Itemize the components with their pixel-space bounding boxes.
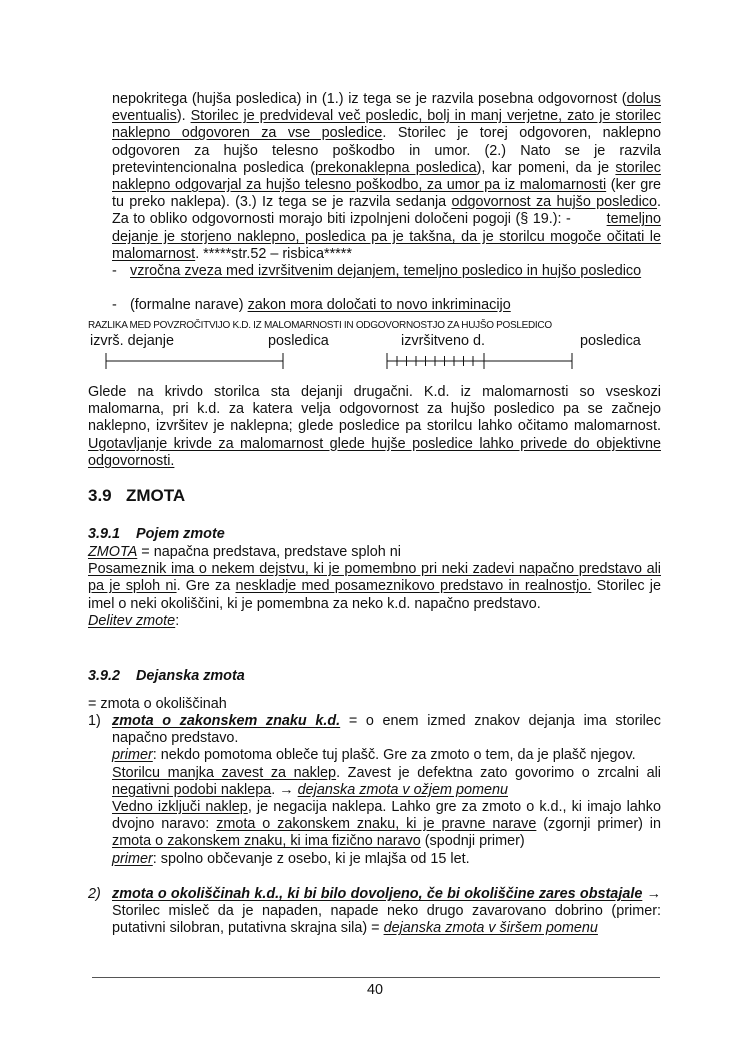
section-heading xyxy=(88,486,185,506)
text-segment: . Zavest je defektna zato govorimo o zrcalni ali xyxy=(336,764,661,781)
text-segment: zakon mora določati to novo inkriminacijo xyxy=(247,297,511,313)
diagram-label-left-end: posledica xyxy=(268,333,329,349)
text-segment: Vedno izključi naklep xyxy=(112,799,248,816)
text-segment: dejanska zmota v ožjem pomenu xyxy=(297,781,508,798)
text-segment: . Storilec je torej odgovoren, naklepno odgovoren za hujšo telesno poškodbo in umor. (2.) Nato se je razvila pretevintencionalna posledica ( xyxy=(112,125,662,176)
intro-line xyxy=(88,696,661,713)
diagram-label-left-start: izvrš. dejanje xyxy=(90,333,174,349)
text-segment: nepokritega (hujša posledica) in (1.) iz tega se je razvila posebna odgovornost ( xyxy=(112,91,627,107)
diagram-caption: RAZLIKA MED POVZROČITVIJO K.D. IZ MALOMARNOSTI IN ODGOVORNOSTJO ZA HUJŠO POSLEDICO xyxy=(88,320,552,331)
text-segment: Glede na krivdo storilca sta dejanji drugačni. K.d. iz malomarnosti so vseskozi malomarna, pri k.d. za katera velja odgovornost za hujšo posledico pa se začnejo naklepno, izvršitev je naklepna; glede posledice pa storilcu lahko očitamo malomarnost. xyxy=(88,384,661,435)
text-segment: zmota o okoliščinah k.d., ki bi bilo dovoljeno, če bi okoliščine zares obstajale xyxy=(112,886,643,902)
text-segment: (zgornji primer) in xyxy=(536,816,661,833)
subsection-heading xyxy=(88,526,225,543)
numbered-item xyxy=(88,713,661,868)
text-segment: storilec naklepno odgovarjal za hujšo telesno poškodbo, za umor pa iz malomarnosti xyxy=(112,159,661,194)
dash-bullet: - xyxy=(112,263,117,279)
text-segment: neskladje med posameznikovo predstavo in realnostjo. xyxy=(235,578,592,595)
item-paragraph xyxy=(112,747,661,764)
timeline-diagram xyxy=(0,350,750,374)
item-paragraph xyxy=(112,799,661,851)
text-segment: Storilec je predvideval več posledic, bolj in manj verjetne, zato je storilec naklepno odgovoren za vse posledice xyxy=(112,108,661,142)
section-number: 3.9 xyxy=(88,486,112,505)
list-item-dash xyxy=(112,297,661,314)
subsection-heading xyxy=(88,668,245,685)
text-segment: (formalne narave) xyxy=(130,297,248,313)
section-title: ZMOTA xyxy=(126,486,186,505)
text-line xyxy=(88,544,661,561)
item-paragraph xyxy=(112,713,661,747)
text-segment: vzročna zveza med izvršitvenim dejanjem, temeljno posledico in hujšo posledico xyxy=(130,263,642,279)
item-paragraph xyxy=(112,886,661,938)
text-segment: Storilcu manjka zavest za naklep xyxy=(112,764,337,781)
text-segment: zmota o zakonskem znaku k.d. xyxy=(112,713,341,729)
list-item-text xyxy=(112,297,661,314)
paragraph-krivda xyxy=(88,384,661,470)
text-segment: ZMOTA xyxy=(88,544,138,560)
diagram-label-right-start: izvršitveno d. xyxy=(401,333,485,349)
text-line xyxy=(88,613,661,630)
numbered-item xyxy=(88,886,661,938)
page-number: 40 xyxy=(366,982,383,998)
diagram-label-right-end: posledica xyxy=(580,333,641,349)
text-segment: = zmota o okoliščinah xyxy=(88,696,227,712)
text-segment: primer xyxy=(112,747,153,764)
item-number: 2) xyxy=(88,886,101,902)
text-segment: dejanska zmota v širšem pomenu xyxy=(383,920,598,937)
text-segment: temeljno dejanje je storjeno naklepno, posledica pa je takšna, da je storilcu mogoče očitati le malomarnost xyxy=(112,211,661,262)
text-segment: (spodnji primer) xyxy=(420,833,525,850)
text-segment: . *****str.52 – risbica***** xyxy=(195,245,352,262)
text-segment: Delitev zmote xyxy=(88,612,176,629)
text-segment: : xyxy=(175,612,180,629)
paragraph-pojem-zmote xyxy=(88,544,661,630)
text-segment: , je negacija naklepa. Lahko gre za zmoto o k.d., ki imajo lahko dvojno naravo: xyxy=(112,799,661,833)
item-paragraph xyxy=(112,851,661,868)
subsection-title: Dejanska zmota xyxy=(136,668,245,684)
item-paragraph xyxy=(112,765,661,799)
text-segment: = o enem izmed znakov dejanja ima storilec napačno predstavo. xyxy=(112,713,661,747)
subsection-number: 3.9.1 xyxy=(88,526,121,542)
text-segment: . Za to obliko odgovornosti morajo biti izpolnjeni določeni pogoji (§ 19.): - xyxy=(112,194,661,228)
text-segment: prekonaklepna posledica xyxy=(315,159,477,176)
text-segment: Ugotavljanje krivde za malomarnost glede hujše posledice lahko privede do objektivne odgovornosti. xyxy=(88,435,661,469)
footer-divider xyxy=(92,977,660,978)
text-segment: = napačna predstava, predstave sploh ni xyxy=(137,544,401,560)
dash-bullet: - xyxy=(112,297,117,313)
text-segment: zmota o zakonskem znaku, ki ima fizično naravo xyxy=(112,833,421,850)
paragraph-odgovornost xyxy=(112,91,661,263)
text-segment: zmota o zakonskem znaku, ki je pravne narave xyxy=(216,816,537,833)
text-segment: odgovornost za hujšo posledico xyxy=(451,194,657,211)
text-paragraph xyxy=(88,561,661,613)
text-segment: negativni podobi naklepa xyxy=(112,781,272,798)
text-segment: ). xyxy=(176,108,191,125)
text-segment: . Gre za xyxy=(176,578,236,595)
text-segment: : nekdo pomotoma obleče tuj plašč. Gre za zmoto o tem, da je plašč njegov. xyxy=(152,747,636,764)
text-segment: primer xyxy=(112,850,153,867)
list-item-text xyxy=(112,263,661,280)
list-item-dash xyxy=(112,263,661,280)
text-segment: Storilec je imel o neki okoliščini, ki je pomembna za neko k.d. napačno predstavo. xyxy=(88,578,662,612)
subsection-title: Pojem zmote xyxy=(136,526,225,542)
text-segment: (ker gre tu preko naklepa). (3.) Iz tega se je razvila sedanja xyxy=(112,177,661,211)
subsection-number: 3.9.2 xyxy=(88,668,121,684)
text-segment: → Storilec misleč da je napaden, napade neko drugo zavarovano dobrino (primer: putativni silobran, putativna skrajna sila) = xyxy=(112,886,661,937)
text-segment: ), kar pomeni, da je xyxy=(476,159,616,176)
item-number: 1) xyxy=(88,713,101,729)
text-segment: dolus eventualis xyxy=(112,91,661,125)
text-segment: Posameznik ima o nekem dejstvu, ki je pomembno pri neki zadevi napačno predstavo ali pa je sploh ni xyxy=(88,561,661,595)
text-segment: . → xyxy=(271,781,298,798)
text-segment: : spolno občevanje z osebo, ki je mlajša od 15 let. xyxy=(152,850,470,867)
